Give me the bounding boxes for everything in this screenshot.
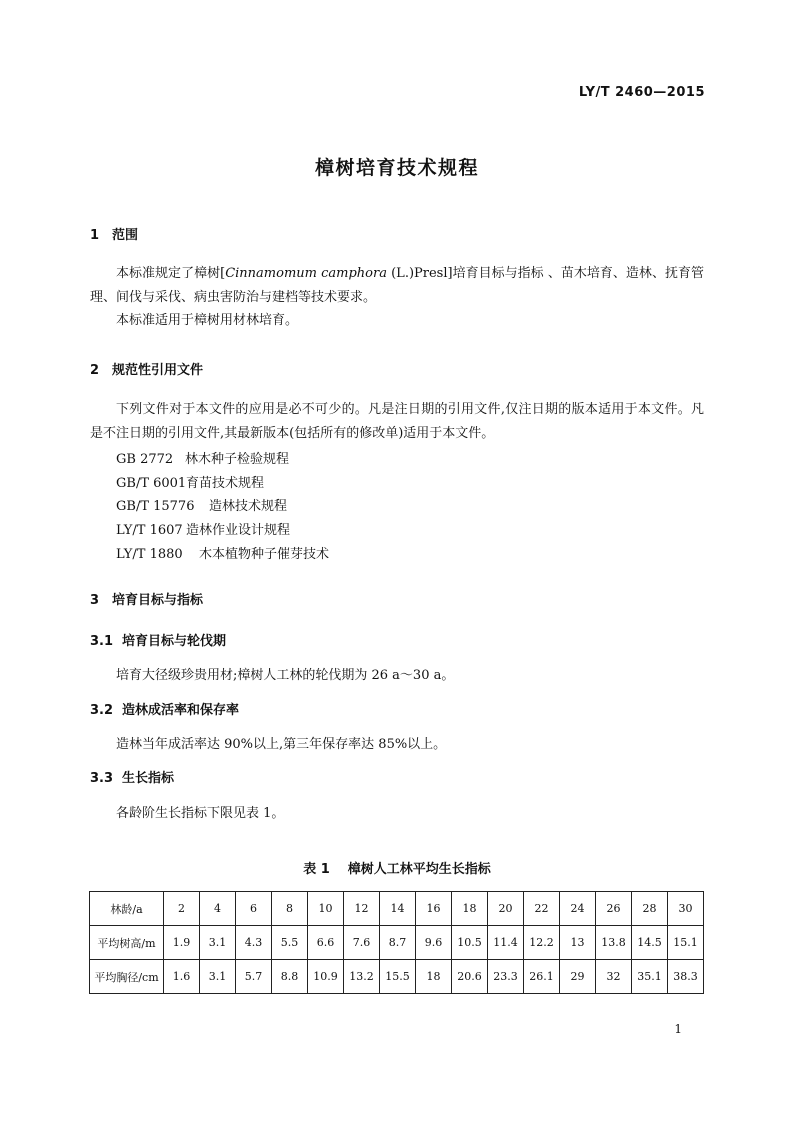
reference-item: [116, 543, 329, 562]
table-cell: 24: [560, 892, 596, 926]
section-title: 范围: [112, 228, 139, 243]
table-cell: 20.6: [452, 960, 488, 994]
table-cell: 16: [416, 892, 452, 926]
table-cell: 8: [272, 892, 308, 926]
reference-item: [116, 472, 264, 491]
standard-code: LY/T 2460—2015: [578, 85, 705, 100]
table-cell: 11.4: [488, 926, 524, 960]
table-cell: 5.7: [236, 960, 272, 994]
subsection-number: 3.3: [90, 771, 114, 786]
table-cell: 9.6: [416, 926, 452, 960]
table-row: [90, 960, 704, 994]
table-cell: 4: [200, 892, 236, 926]
reference-code: LY/T 1607: [116, 523, 183, 538]
table-cell: 1.9: [164, 926, 200, 960]
subsection-number: 3.1: [90, 634, 114, 649]
subsection-3-1-text: 培育大径级珍贵用材;樟树人工林的轮伐期为 26 a～30 a。: [116, 668, 455, 683]
table-cell: 1.6: [164, 960, 200, 994]
section-number: 2: [90, 363, 100, 378]
scope-text-prefix: 本标准规定了樟树[: [116, 266, 226, 281]
table-caption-text: 樟树人工林平均生长指标: [347, 862, 491, 877]
table-cell: 4.3: [236, 926, 272, 960]
table-cell: 14: [380, 892, 416, 926]
table-cell: 38.3: [668, 960, 704, 994]
table-cell: 35.1: [632, 960, 668, 994]
page-number: 1: [674, 1022, 682, 1036]
table-cell: 13.2: [344, 960, 380, 994]
reference-code: GB/T 6001: [116, 476, 187, 491]
subsection-title: 生长指标: [122, 771, 175, 786]
table-cell: 23.3: [488, 960, 524, 994]
reference-item: [116, 448, 289, 467]
reference-title: 育苗技术规程: [186, 476, 265, 491]
table-cell: 3.1: [200, 926, 236, 960]
subsection-3-1-heading: [90, 630, 226, 649]
section-3-heading: [90, 589, 203, 608]
reference-title: 木本植物种子催芽技术: [199, 547, 330, 562]
subsection-title: 培育目标与轮伐期: [122, 634, 227, 649]
reference-item: [116, 495, 287, 514]
table-cell: 8.8: [272, 960, 308, 994]
table-cell: 6.6: [308, 926, 344, 960]
table-cell: 10: [308, 892, 344, 926]
table-label: 表 1: [303, 862, 330, 877]
normative-intro-paragraph: 下列文件对于本文件的应用是必不可少的。凡是注日期的引用文件,仅注日期的版本适用于本文件。凡是不注日期的引用文件,其最新版本(包括所有的修改单)适用于本文件。: [90, 402, 704, 441]
subsection-title: 造林成活率和保存率: [122, 703, 240, 718]
table-cell: 18: [452, 892, 488, 926]
subsection-3-3-text: 各龄阶生长指标下限见表 1。: [116, 806, 285, 821]
table-cell: 13: [560, 926, 596, 960]
subsection-3-2-heading: [90, 699, 239, 718]
reference-title: 林木种子检验规程: [185, 452, 290, 467]
document-title: 樟树培育技术规程: [314, 157, 479, 179]
subsection-3-2-text: 造林当年成活率达 90%以上,第三年保存率达 85%以上。: [116, 737, 447, 752]
table-cell: 20: [488, 892, 524, 926]
reference-title: 造林技术规程: [209, 499, 288, 514]
table-row: [90, 892, 704, 926]
table-cell: 5.5: [272, 926, 308, 960]
table-cell: 10.5: [452, 926, 488, 960]
table-cell: 12: [344, 892, 380, 926]
scope-paragraph: [90, 262, 704, 309]
table-row: [90, 926, 704, 960]
table-cell: 14.5: [632, 926, 668, 960]
reference-code: GB 2772: [116, 452, 174, 467]
table-cell: 12.2: [524, 926, 560, 960]
table-cell: 22: [524, 892, 560, 926]
section-2-body: [90, 398, 704, 445]
table-cell: 18: [416, 960, 452, 994]
table-cell: 8.7: [380, 926, 416, 960]
table-cell: 26: [596, 892, 632, 926]
table-caption: [0, 858, 794, 877]
section-number: 1: [90, 228, 100, 243]
table-cell: 26.1: [524, 960, 560, 994]
reference-code: LY/T 1880: [116, 547, 183, 562]
table-cell: 10.9: [308, 960, 344, 994]
latin-name: Cinnamomum camphora: [225, 266, 387, 281]
section-1-heading: [90, 224, 138, 243]
table-cell: 2: [164, 892, 200, 926]
reference-item: [116, 519, 290, 538]
table-cell: 6: [236, 892, 272, 926]
growth-index-table: [89, 891, 704, 994]
table-cell: 32: [596, 960, 632, 994]
section-2-heading: [90, 359, 203, 378]
row-header: 林龄/a: [90, 892, 164, 926]
subsection-number: 3.2: [90, 703, 114, 718]
subsection-3-3-heading: [90, 767, 174, 786]
table-cell: 29: [560, 960, 596, 994]
section-1-body: [90, 262, 704, 333]
section-number: 3: [90, 593, 100, 608]
table-cell: 30: [668, 892, 704, 926]
scope-text-suffix: (L.)Presl]培育目标与指标 、苗木培育、造林、抚育管理、间伐与采伐、病虫害防治与建档等技术要求。: [90, 266, 704, 305]
applicability-paragraph: 本标准适用于樟树用材林培育。: [116, 313, 299, 328]
table-cell: 13.8: [596, 926, 632, 960]
section-title: 规范性引用文件: [112, 363, 204, 378]
table-cell: 15.5: [380, 960, 416, 994]
reference-title: 造林作业设计规程: [186, 523, 291, 538]
table-cell: 7.6: [344, 926, 380, 960]
reference-code: GB/T 15776: [116, 499, 195, 514]
row-header: 平均胸径/cm: [90, 960, 164, 994]
section-title: 培育目标与指标: [112, 593, 204, 608]
table-cell: 28: [632, 892, 668, 926]
table-cell: 15.1: [668, 926, 704, 960]
table-cell: 3.1: [200, 960, 236, 994]
row-header: 平均树高/m: [90, 926, 164, 960]
